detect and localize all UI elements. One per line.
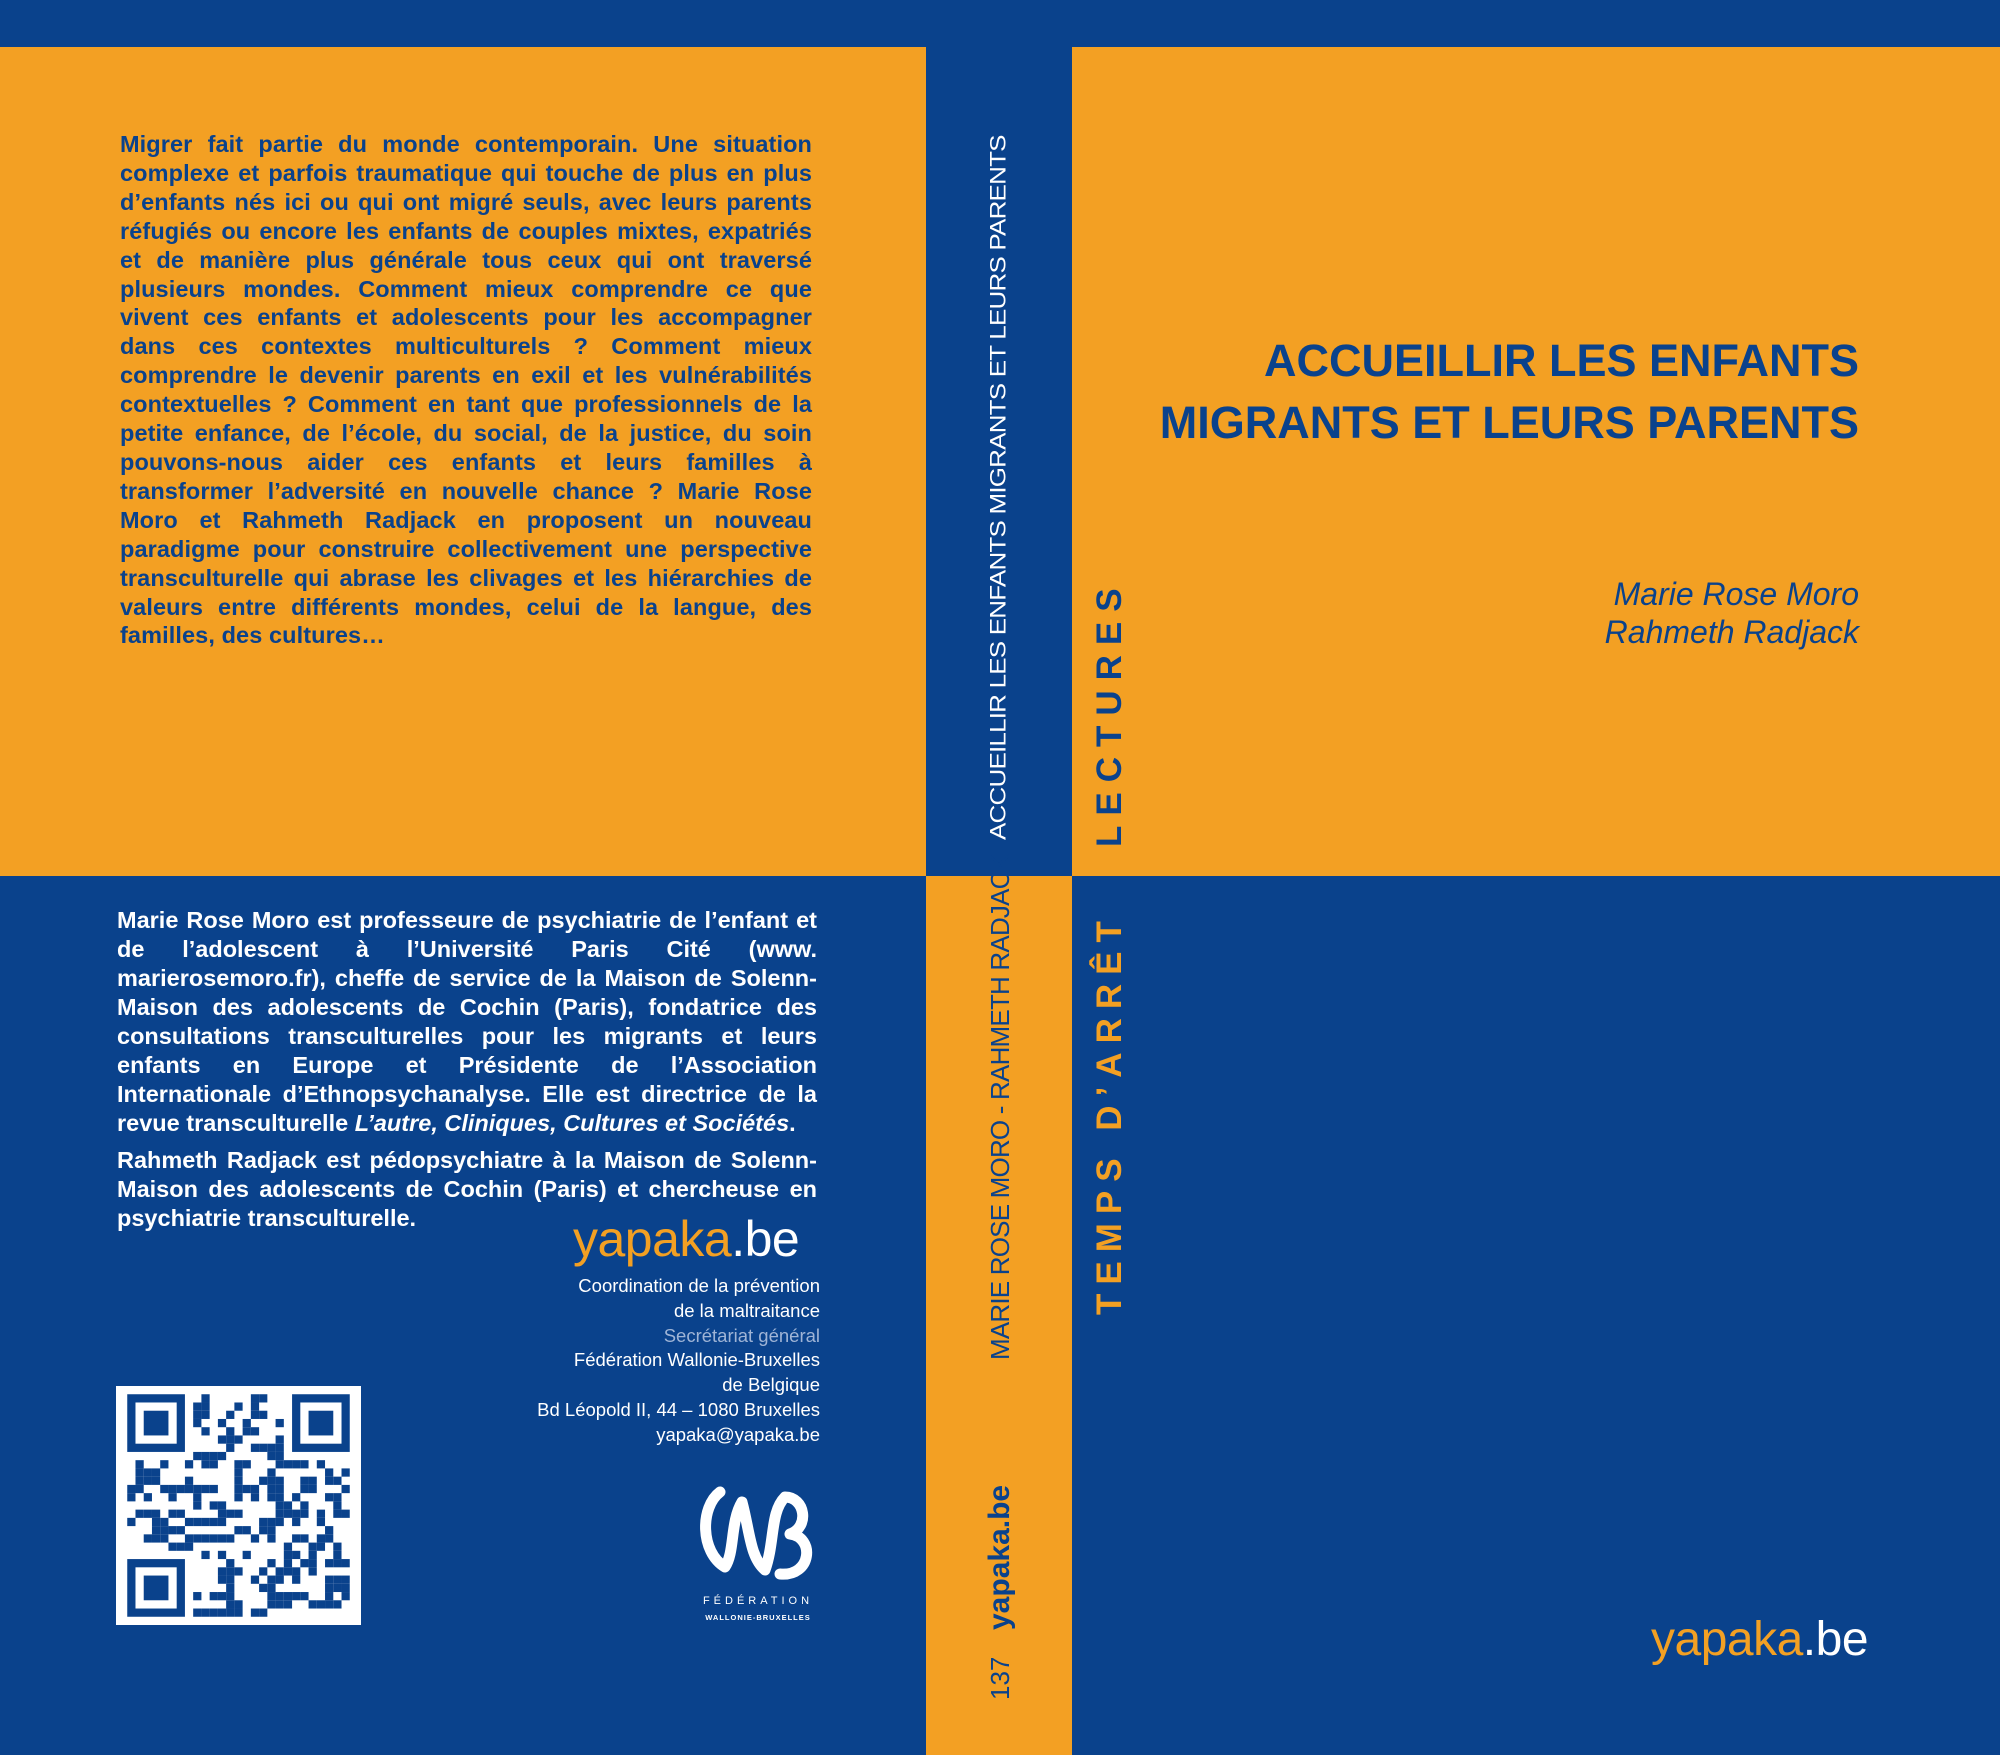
yapaka-logo-back: yapaka.be xyxy=(573,1211,800,1267)
spine-authors: MARIE ROSE MORO - RAHMETH RADJACK xyxy=(985,854,1015,1360)
publisher-address: Coordination de la prévention de la maltraitance Secrétariat général Fédération Wallonie-Bruxelles de Belgique Bd Léopold II, 44 – 1080 Bruxelles yapaka@yapaka.be xyxy=(537,1275,820,1445)
back-summary: Migrer fait partie du monde contemporain. Une situation complexe et parfois traumatique qui touche de plus en plus d’enfants nés ici ou qui ont migré seuls, avec leurs parents réfugiés ou encore les enfants de couples mixtes, expatriés et de manière plus générale tous ceux qui ont traversé plusieurs mondes. Comment mieux comprendre ce que vivent ces enfants et adolescents pour les accompagner dans ces contextes multiculturels ? Comment mieux comprendre le devenir parents en exil et les vulnérabilités contextuelles ? Comment en tant que professionnels de la petite enfance, de l’école, du social, de la justice, du soin pouvons-nous aider ces enfants et leurs familles à transformer l’adversité en nouvelle chance ? Marie Rose Moro et Rahmeth Radjack en proposent un nouveau paradigme pour construire collectivement une perspective transculturelle qui abrase les clivages et les hiérarchies de valeurs entre différents mondes, celui de la langue, des familles, des cultures… xyxy=(120,131,812,649)
author-bios xyxy=(117,906,817,1233)
bio-radjack: Rahmeth Radjack est pédopsychiatre à la Maison de Solenn-Maison des adolescents de Cochin (Paris) et chercheuse en psychiatrie transculturelle. xyxy=(117,1147,817,1231)
yapaka-logo-front: yapaka.be xyxy=(1651,1613,1869,1666)
front-cover-top xyxy=(1072,47,2000,876)
back-cover-top xyxy=(0,47,926,876)
spine-title: ACCUEILLIR LES ENFANTS MIGRANTS ET LEURS PARENTS xyxy=(985,135,1011,840)
book-title: ACCUEILLIR LES ENFANTS MIGRANTS ET LEURS PARENTS xyxy=(1159,335,1859,448)
spine-site: yapaka.be xyxy=(983,1484,1016,1630)
collection-temps-darret: TEMPS D’ARRÊT xyxy=(1090,912,1129,1315)
book-authors: Marie Rose Moro Rahmeth Radjack xyxy=(1604,576,1859,650)
collection-lectures: LECTURES xyxy=(1090,578,1129,847)
federation-wallonie-bruxelles-logo: FÉDÉRATION WALLONIE-BRUXELLES xyxy=(680,1482,830,1627)
bio-moro: Marie Rose Moro est professeure de psychiatrie de l’enfant et de l’adolescent à l’Université Paris Cité (www. marierosemoro.fr), cheffe de service de la Maison de Solenn-Maison des adolescents de Cochin (Paris), fondatrice des consultations transculturelles pour les migrants et leurs enfants en Europe et Présidente de l’Association Internationale d’Ethnopsychanalyse. Elle est directrice de la revue transculturelle L’autre, Cliniques, Cultures et Sociétés. xyxy=(117,907,817,1136)
spine-number: 137 xyxy=(985,1656,1015,1700)
qr-code-icon xyxy=(116,1386,361,1625)
